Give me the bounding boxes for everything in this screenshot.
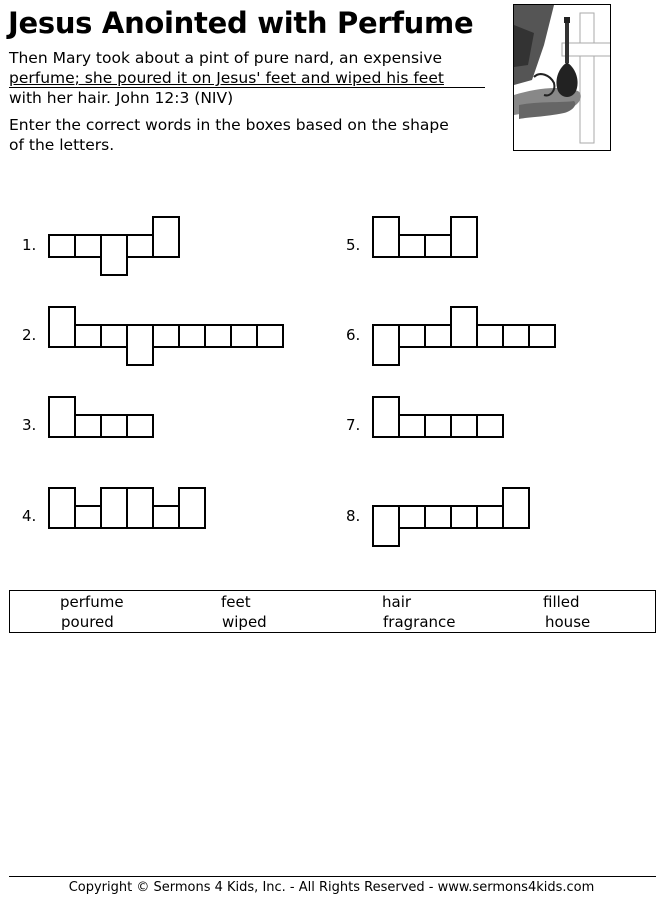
letter-box[interactable]: [74, 414, 102, 438]
letter-box[interactable]: [178, 324, 206, 348]
puzzle-number: 3.: [22, 416, 37, 434]
letter-box[interactable]: [450, 414, 478, 438]
letter-box[interactable]: [398, 234, 426, 258]
word-bank-item: filled: [543, 593, 580, 611]
footer-rule: [9, 876, 656, 877]
letter-box[interactable]: [178, 487, 206, 529]
letter-box[interactable]: [424, 414, 452, 438]
scripture-verse: [9, 48, 489, 108]
word-bank-item: house: [545, 613, 591, 631]
verse-line-3: with her hair. John 12:3 (NIV): [9, 89, 234, 107]
letter-box[interactable]: [476, 505, 504, 529]
word-bank-item: wiped: [222, 613, 267, 631]
worksheet-title: Jesus Anointed with Perfume: [8, 6, 474, 40]
puzzle-number: 6.: [346, 326, 361, 344]
word-bank-item: hair: [382, 593, 412, 611]
puzzle-number: 7.: [346, 416, 361, 434]
letter-box[interactable]: [48, 234, 76, 258]
verse-line-1: Then Mary took about a pint of pure nard, an expensive: [9, 49, 443, 67]
letter-box[interactable]: [126, 234, 154, 258]
letter-box[interactable]: [372, 505, 400, 547]
letter-box[interactable]: [398, 505, 426, 529]
verse-line-2: perfume; she poured it on Jesus' feet and wiped his feet: [9, 69, 444, 87]
letter-box[interactable]: [450, 306, 478, 348]
letter-box[interactable]: [48, 396, 76, 438]
instructions-line-2: of the letters.: [9, 136, 115, 154]
letter-box[interactable]: [450, 505, 478, 529]
letter-box[interactable]: [48, 306, 76, 348]
letter-box[interactable]: [424, 505, 452, 529]
letter-box[interactable]: [398, 324, 426, 348]
letter-box[interactable]: [230, 324, 258, 348]
letter-box[interactable]: [398, 414, 426, 438]
puzzle-number: 4.: [22, 507, 37, 525]
puzzle-number: 2.: [22, 326, 37, 344]
letter-box[interactable]: [450, 216, 478, 258]
letter-box[interactable]: [48, 487, 76, 529]
letter-box[interactable]: [74, 505, 102, 529]
letter-box[interactable]: [152, 505, 180, 529]
letter-box[interactable]: [152, 324, 180, 348]
letter-box[interactable]: [126, 414, 154, 438]
letter-box[interactable]: [100, 234, 128, 276]
word-bank-item: fragrance: [383, 613, 456, 631]
hands-holding-perfume-jar-icon: [514, 5, 610, 150]
letter-box[interactable]: [476, 414, 504, 438]
letter-box[interactable]: [204, 324, 232, 348]
letter-box[interactable]: [372, 396, 400, 438]
letter-box[interactable]: [372, 324, 400, 366]
letter-box[interactable]: [256, 324, 284, 348]
letter-box[interactable]: [502, 324, 530, 348]
letter-box[interactable]: [424, 234, 452, 258]
letter-box[interactable]: [100, 414, 128, 438]
letter-box[interactable]: [74, 234, 102, 258]
perfume-illustration: [513, 4, 611, 151]
letter-box[interactable]: [100, 324, 128, 348]
letter-box[interactable]: [126, 324, 154, 366]
letter-box[interactable]: [152, 216, 180, 258]
instructions: [9, 115, 489, 155]
letter-box[interactable]: [126, 487, 154, 529]
word-bank-item: perfume: [60, 593, 124, 611]
word-bank: [9, 590, 656, 633]
letter-box[interactable]: [74, 324, 102, 348]
puzzle-number: 8.: [346, 507, 361, 525]
letter-box[interactable]: [424, 324, 452, 348]
letter-box[interactable]: [100, 487, 128, 529]
word-bank-item: poured: [61, 613, 114, 631]
letter-box[interactable]: [502, 487, 530, 529]
word-bank-item: feet: [221, 593, 251, 611]
puzzle-number: 1.: [22, 236, 37, 254]
instructions-line-1: Enter the correct words in the boxes based on the shape: [9, 116, 449, 134]
verse-underline: [9, 87, 485, 88]
copyright-footer: Copyright © Sermons 4 Kids, Inc. - All Rights Reserved - www.sermons4kids.com: [68, 880, 595, 895]
letter-box[interactable]: [372, 216, 400, 258]
puzzle-number: 5.: [346, 236, 361, 254]
letter-box[interactable]: [476, 324, 504, 348]
letter-box[interactable]: [528, 324, 556, 348]
